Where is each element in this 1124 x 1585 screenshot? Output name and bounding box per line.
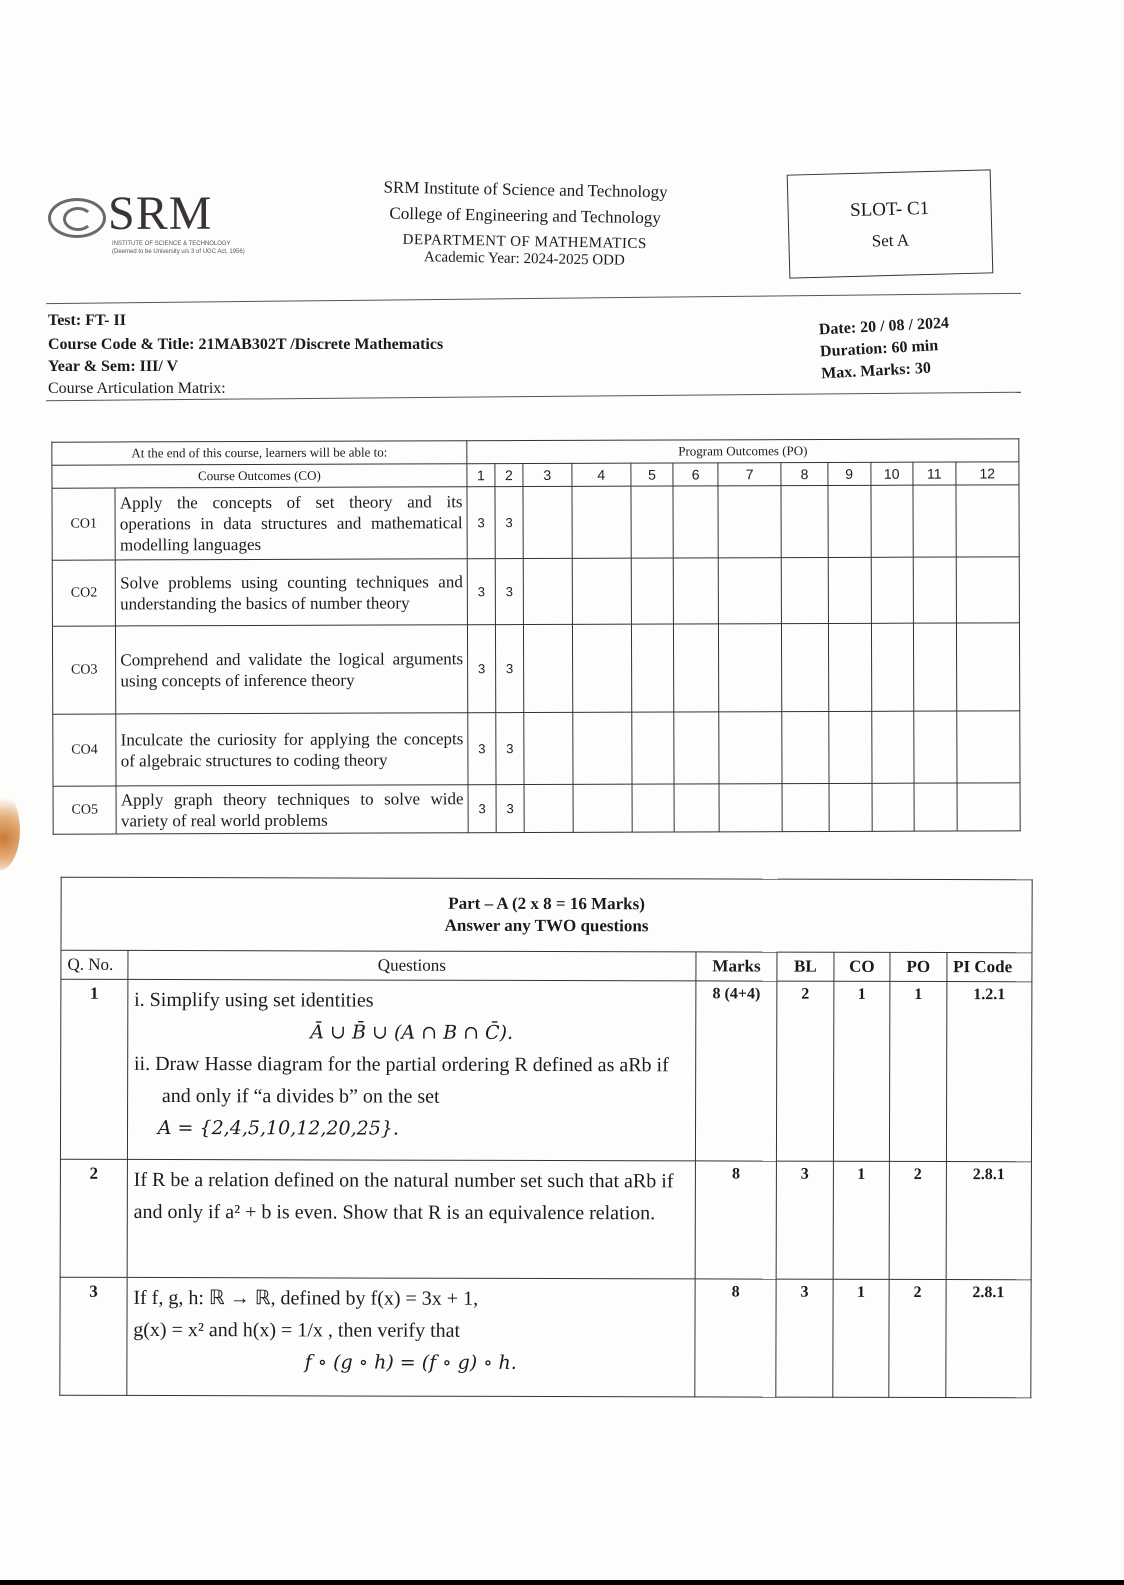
test-name: Test: FT- II	[48, 312, 126, 329]
institute-name: SRM Institute of Science and Technology	[383, 177, 668, 202]
question-number: 3	[60, 1277, 127, 1395]
co-header: Course Outcomes (CO)	[52, 464, 467, 488]
po-col-5: 5	[631, 463, 674, 486]
po-col-2: 2	[495, 464, 523, 487]
po-mapping-cell	[631, 624, 674, 712]
matrix-header-row-1	[52, 439, 1019, 465]
po-mapping-cell: 3	[496, 785, 524, 833]
co-row	[52, 623, 1019, 714]
po-mapping-cell: 3	[495, 487, 523, 559]
po-mapping-cell: 3	[467, 487, 495, 559]
po-mapping-cell	[572, 624, 631, 712]
academic-year: Academic Year: 2024-2025 ODD	[423, 249, 625, 269]
co-code: CO1	[52, 488, 116, 560]
po-mapping-cell	[829, 783, 872, 831]
co-row	[52, 485, 1019, 560]
question-po: 1	[890, 981, 947, 1161]
department-name: DEPARTMENT OF MATHEMATICS	[402, 231, 647, 253]
po-mapping-cell: 3	[468, 713, 496, 785]
q1-set-expression: Ā ∪ B̄ ∪ (A ∩ B ∩ C̄).	[310, 1021, 514, 1044]
logo-subtitle-line-1: INSTITUTE OF SCIENCE & TECHNOLOGY	[112, 241, 231, 247]
q3-line-2: g(x) = x² and h(x) = 1/x , then verify that	[133, 1318, 461, 1342]
part-a-questions-table	[59, 877, 1032, 1399]
course-code-title: Course Code & Title: 21MAB302T /Discrete Mathematics	[48, 336, 444, 353]
po-mapping-cell: 3	[467, 559, 495, 625]
po-mapping-cell	[914, 711, 957, 783]
po-mapping-cell	[572, 558, 631, 624]
po-mapping-cell	[674, 624, 719, 712]
col-po: PO	[890, 952, 947, 981]
po-col-4: 4	[572, 463, 631, 486]
co-row	[53, 783, 1020, 834]
question-po: 2	[889, 1279, 946, 1397]
co-description: Apply the concepts of set theory and its operations in data structures and mathematical modelling languages	[115, 487, 467, 560]
po-mapping-cell	[719, 784, 782, 832]
slot-label: SLOT- C1	[849, 197, 930, 222]
po-col-3: 3	[523, 463, 572, 486]
po-mapping-cell	[781, 485, 828, 557]
po-col-12: 12	[955, 462, 1019, 485]
srm-logo	[44, 187, 264, 266]
po-mapping-cell	[718, 624, 782, 712]
po-mapping-cell	[957, 783, 1021, 831]
matrix-header-row-2	[52, 462, 1019, 488]
question-text	[127, 1277, 696, 1396]
po-mapping-cell	[573, 712, 632, 784]
bottom-edge	[0, 1580, 1124, 1585]
question-row-1	[60, 979, 1031, 1162]
po-col-11: 11	[913, 462, 956, 485]
po-mapping-cell	[782, 783, 829, 831]
institution-heading	[339, 177, 710, 271]
question-row-2	[60, 1159, 1031, 1280]
question-marks: 8	[695, 1161, 776, 1279]
co-code: CO4	[53, 714, 117, 786]
co-description: Comprehend and validate the logical arguments using concepts of inference theory	[116, 625, 468, 714]
col-pi-code: PI Code	[947, 953, 1032, 982]
logo-emblem-icon	[48, 198, 106, 238]
po-mapping-cell	[632, 784, 675, 832]
question-bl: 2	[777, 981, 834, 1161]
co-description: Apply graph theory techniques to solve wide variety of real world problems	[116, 785, 468, 834]
po-mapping-cell	[782, 623, 829, 711]
po-mapping-cell	[631, 486, 674, 558]
co-row	[53, 711, 1020, 786]
test-meta	[48, 310, 443, 400]
articulation-label: Course Articulation Matrix:	[48, 380, 226, 397]
po-mapping-cell	[718, 486, 782, 558]
po-mapping-cell	[718, 558, 782, 624]
question-marks: 8	[695, 1279, 776, 1397]
question-pi-code: 2.8.1	[946, 1162, 1032, 1280]
question-co: 1	[833, 981, 890, 1161]
col-qno: Q. No.	[61, 950, 128, 979]
co-description: Inculcate the curiosity for applying the concepts of algebraic structures to coding theory	[116, 713, 468, 786]
po-mapping-cell: 3	[495, 625, 523, 713]
question-text: If R be a relation defined on the natural number set such that aRb if and only if a² + b is even. Show that R is an equivalence relation.	[127, 1159, 696, 1278]
question-marks: 8 (4+4)	[695, 981, 777, 1161]
matrix-intro: At the end of this course, learners will be able to:	[52, 441, 467, 465]
po-mapping-cell	[829, 711, 872, 783]
column-header-row	[61, 950, 1032, 982]
college-name: College of Engineering and Technology	[389, 203, 661, 228]
slot-box	[787, 169, 994, 278]
po-col-8: 8	[781, 462, 828, 485]
question-pi-code: 2.8.1	[945, 1280, 1031, 1398]
part-a-header-row	[61, 877, 1032, 953]
set-label: Set A	[871, 230, 910, 251]
po-col-1: 1	[467, 464, 495, 487]
q1-part-i: i. Simplify using set identities	[134, 988, 374, 1012]
co-code: CO2	[52, 560, 116, 626]
po-mapping-cell: 3	[495, 559, 523, 625]
co-description: Solve problems using counting techniques and understanding the basics of number theory	[116, 559, 468, 626]
po-mapping-cell	[674, 558, 719, 624]
po-mapping-cell	[573, 784, 632, 832]
po-mapping-cell	[673, 486, 718, 558]
co-row	[52, 557, 1019, 626]
po-col-7: 7	[718, 463, 781, 486]
po-mapping-cell	[914, 623, 957, 711]
po-col-6: 6	[673, 463, 718, 486]
po-mapping-cell	[828, 485, 871, 557]
po-mapping-cell	[674, 784, 719, 832]
q3-composition-identity: f ∘ (g ∘ h) = (f ∘ g) ∘ h.	[304, 1351, 517, 1374]
po-mapping-cell	[914, 783, 957, 831]
po-mapping-cell	[956, 485, 1020, 557]
exam-meta	[818, 313, 951, 386]
finger-smudge	[0, 790, 20, 870]
part-a-header	[61, 877, 1032, 953]
question-number: 2	[60, 1159, 127, 1277]
co-rows	[52, 485, 1020, 834]
question-bl: 3	[776, 1279, 833, 1397]
col-marks: Marks	[696, 952, 777, 981]
exam-date: Date: 20 / 08 / 2024	[818, 314, 950, 339]
question-text	[127, 979, 696, 1160]
po-mapping-cell	[782, 557, 829, 623]
po-mapping-cell	[523, 486, 572, 558]
year-sem: Year & Sem: III/ V	[48, 358, 179, 375]
part-a-instruction: Answer any TWO questions	[444, 915, 649, 936]
po-mapping-cell	[782, 711, 829, 783]
exam-duration: Duration: 60 min	[819, 337, 939, 361]
po-header: Program Outcomes (PO)	[467, 439, 1019, 464]
po-mapping-cell	[871, 557, 914, 623]
po-mapping-cell	[572, 486, 631, 558]
logo-subtitle	[112, 240, 264, 256]
po-mapping-cell	[870, 485, 913, 557]
po-mapping-cell	[913, 557, 956, 623]
course-articulation-matrix	[51, 438, 1020, 834]
po-mapping-cell	[631, 558, 674, 624]
co-code: CO5	[53, 786, 116, 834]
question-co: 1	[833, 1161, 890, 1279]
question-po: 2	[889, 1161, 946, 1279]
q3-line-1: If f, g, h: ℝ → ℝ, defined by f(x) = 3x + 1,	[133, 1286, 479, 1310]
po-mapping-cell	[956, 557, 1020, 623]
header-divider	[46, 293, 1021, 304]
po-mapping-cell: 3	[467, 625, 495, 713]
q1-set-definition: A = {2,4,5,10,12,20,25}.	[157, 1116, 399, 1140]
po-mapping-cell	[632, 712, 675, 784]
po-mapping-cell	[871, 623, 914, 711]
po-mapping-cell	[828, 623, 871, 711]
question-bl: 3	[776, 1161, 833, 1279]
part-a-title: Part – A (2 x 8 = 16 Marks)	[448, 893, 645, 914]
po-mapping-cell	[828, 557, 871, 623]
question-pi-code: 1.2.1	[946, 982, 1032, 1162]
po-mapping-cell	[872, 783, 915, 831]
po-col-9: 9	[828, 462, 871, 485]
po-col-10: 10	[870, 462, 913, 485]
po-mapping-cell	[956, 711, 1020, 783]
question-row-3	[60, 1277, 1031, 1398]
po-mapping-cell	[523, 624, 572, 712]
col-questions: Questions	[128, 950, 696, 980]
co-code: CO3	[52, 626, 116, 714]
po-mapping-cell: 3	[496, 713, 524, 785]
po-mapping-cell	[871, 711, 914, 783]
po-mapping-cell	[524, 712, 573, 784]
po-mapping-cell	[719, 712, 783, 784]
po-mapping-cell	[674, 712, 719, 784]
max-marks: Max. Marks: 30	[820, 359, 932, 383]
col-co: CO	[834, 952, 891, 981]
question-co: 1	[832, 1279, 889, 1397]
po-mapping-cell: 3	[468, 785, 496, 833]
logo-text: SRM	[108, 187, 213, 240]
q1-part-ii: ii. Draw Hasse diagram for the partial ordering R defined as aRb if and only if “a divides b” on the set	[133, 1052, 669, 1108]
po-mapping-cell	[956, 623, 1020, 711]
po-mapping-cell	[524, 784, 573, 832]
col-bl: BL	[777, 952, 834, 981]
logo-subtitle-line-2: (Deemed to be University u/s 3 of UGC Act, 1956)	[112, 249, 245, 255]
po-mapping-cell	[913, 485, 956, 557]
question-number: 1	[60, 979, 127, 1159]
po-mapping-cell	[523, 558, 572, 624]
